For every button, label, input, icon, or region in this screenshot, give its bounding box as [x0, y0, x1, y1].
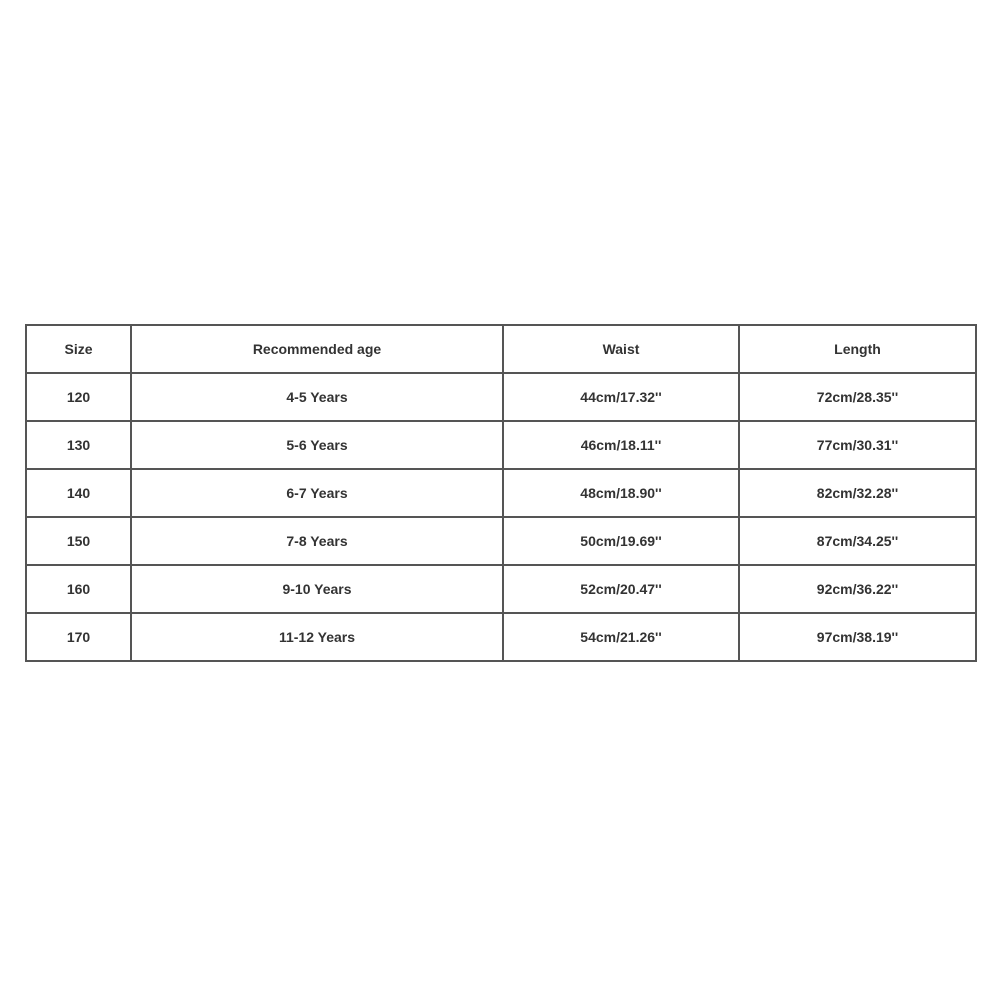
cell-size: 150 — [26, 517, 131, 565]
cell-waist: 52cm/20.47'' — [503, 565, 739, 613]
cell-waist: 48cm/18.90'' — [503, 469, 739, 517]
cell-size: 140 — [26, 469, 131, 517]
table-row — [26, 517, 976, 565]
cell-size: 130 — [26, 421, 131, 469]
cell-recommended-age: 5-6 Years — [131, 421, 503, 469]
cell-waist: 54cm/21.26'' — [503, 613, 739, 661]
cell-length: 82cm/32.28'' — [739, 469, 976, 517]
cell-length: 92cm/36.22'' — [739, 565, 976, 613]
table-header-row — [26, 325, 976, 373]
cell-waist: 50cm/19.69'' — [503, 517, 739, 565]
header-recommended-age: Recommended age — [131, 325, 503, 373]
cell-length: 97cm/38.19'' — [739, 613, 976, 661]
header-length: Length — [739, 325, 976, 373]
cell-length: 87cm/34.25'' — [739, 517, 976, 565]
table-row — [26, 373, 976, 421]
cell-recommended-age: 11-12 Years — [131, 613, 503, 661]
cell-length: 77cm/30.31'' — [739, 421, 976, 469]
cell-size: 160 — [26, 565, 131, 613]
cell-recommended-age: 6-7 Years — [131, 469, 503, 517]
size-chart-table — [25, 324, 977, 662]
cell-waist: 44cm/17.32'' — [503, 373, 739, 421]
cell-recommended-age: 7-8 Years — [131, 517, 503, 565]
table-row — [26, 613, 976, 661]
cell-size: 170 — [26, 613, 131, 661]
cell-recommended-age: 4-5 Years — [131, 373, 503, 421]
table-row — [26, 565, 976, 613]
cell-waist: 46cm/18.11'' — [503, 421, 739, 469]
cell-recommended-age: 9-10 Years — [131, 565, 503, 613]
cell-size: 120 — [26, 373, 131, 421]
header-size: Size — [26, 325, 131, 373]
cell-length: 72cm/28.35'' — [739, 373, 976, 421]
table-row — [26, 469, 976, 517]
table-row — [26, 421, 976, 469]
header-waist: Waist — [503, 325, 739, 373]
